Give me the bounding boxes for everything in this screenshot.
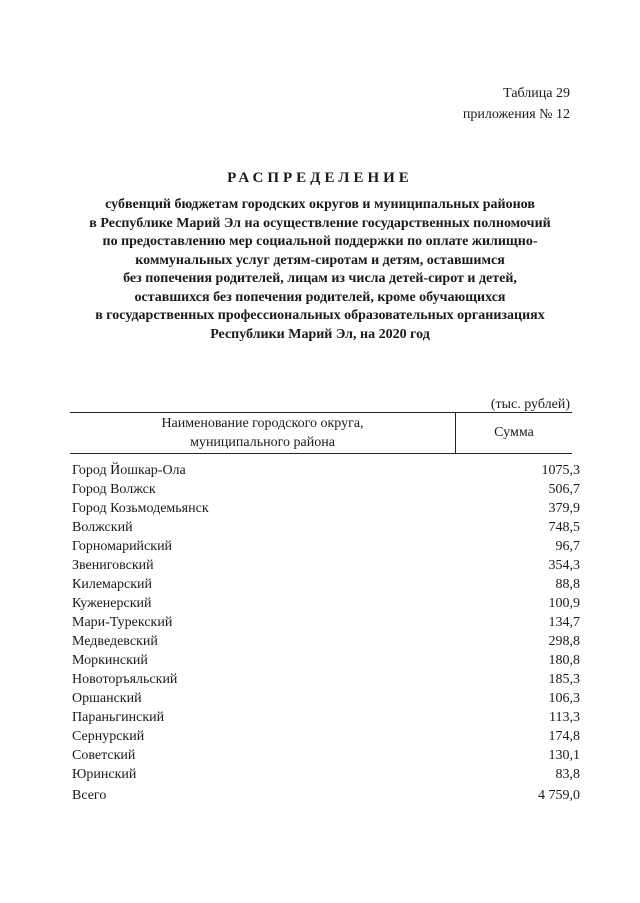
table-row bbox=[70, 594, 580, 613]
subtitle-line: коммунальных услуг детям-сиротам и детям, оставшимся bbox=[135, 252, 505, 268]
row-value: 134,7 bbox=[548, 615, 580, 630]
row-value: 506,7 bbox=[548, 482, 580, 497]
subtitle-line: без попечения родителей, лицам из числа детей-сирот и детей, bbox=[123, 271, 517, 286]
row-name: Мари-Турекский bbox=[72, 615, 173, 630]
table-row bbox=[70, 461, 580, 480]
row-value: 379,9 bbox=[548, 501, 580, 516]
table-header bbox=[70, 412, 572, 454]
subtitle-line: в государственных профессиональных образовательных организациях bbox=[95, 308, 545, 323]
row-name: Город Волжск bbox=[72, 482, 156, 497]
table-row bbox=[70, 575, 580, 594]
table-row bbox=[70, 689, 580, 708]
table-total-row bbox=[70, 786, 580, 805]
row-value: 96,7 bbox=[555, 539, 580, 554]
row-value: 298,8 bbox=[548, 634, 580, 649]
row-name: Килемарский bbox=[72, 577, 153, 592]
table-row bbox=[70, 651, 580, 670]
column-header-sum: Сумма bbox=[494, 425, 534, 440]
total-label: Всего bbox=[72, 788, 107, 803]
row-name: Волжский bbox=[72, 520, 133, 535]
subtitle-line: Республики Марий Эл, на 2020 год bbox=[210, 326, 430, 342]
table-row bbox=[70, 746, 580, 765]
subtitle-line: в Республике Марий Эл на осуществление государственных полномочий bbox=[89, 215, 551, 231]
table-row bbox=[70, 670, 580, 689]
row-name: Юринский bbox=[72, 767, 137, 782]
row-name: Советский bbox=[72, 748, 136, 763]
row-name: Параньгинский bbox=[72, 710, 165, 725]
row-value: 180,8 bbox=[548, 653, 580, 668]
table-row bbox=[70, 765, 580, 784]
row-value: 130,1 bbox=[548, 748, 580, 763]
row-value: 354,3 bbox=[548, 558, 580, 573]
table-row bbox=[70, 613, 580, 632]
column-header-name bbox=[70, 413, 456, 453]
column-header-name-line2: муниципального района bbox=[190, 435, 335, 450]
table-row bbox=[70, 727, 580, 746]
row-value: 748,5 bbox=[548, 520, 580, 535]
row-value: 113,3 bbox=[549, 710, 580, 725]
subtitle-line: оставшихся без попечения родителей, кроме обучающихся bbox=[134, 289, 506, 305]
units-label: (тыс. рублей) bbox=[490, 397, 570, 412]
row-value: 83,8 bbox=[555, 767, 580, 782]
column-header-name-line1: Наименование городского округа, bbox=[161, 416, 364, 431]
subtitle-line: субвенций бюджетам городских округов и муниципальных районов bbox=[105, 197, 535, 212]
table-row bbox=[70, 708, 580, 727]
total-value: 4 759,0 bbox=[538, 788, 580, 803]
table-row bbox=[70, 632, 580, 651]
row-value: 174,8 bbox=[548, 729, 580, 744]
row-name: Медведевский bbox=[72, 634, 158, 649]
table-reference bbox=[463, 83, 570, 125]
table-row bbox=[70, 518, 580, 537]
table-number: Таблица 29 bbox=[503, 86, 570, 101]
table-row bbox=[70, 499, 580, 518]
document-heading bbox=[60, 170, 580, 344]
row-value: 106,3 bbox=[548, 691, 580, 706]
document-title: РАСПРЕДЕЛЕНИЕ bbox=[227, 170, 413, 186]
row-name: Моркинский bbox=[72, 653, 148, 668]
row-name: Сернурский bbox=[72, 729, 145, 744]
table-row bbox=[70, 556, 580, 575]
row-name: Куженерский bbox=[72, 596, 152, 611]
table-body bbox=[70, 461, 580, 784]
subtitle-line: по предоставлению мер социальной поддержки по оплате жилищно- bbox=[102, 234, 538, 249]
row-value: 185,3 bbox=[548, 672, 580, 687]
row-name: Оршанский bbox=[72, 691, 142, 706]
table-row bbox=[70, 537, 580, 556]
row-name: Новоторъяльский bbox=[72, 672, 178, 687]
row-value: 100,9 bbox=[548, 596, 580, 611]
document-subtitle bbox=[60, 196, 580, 344]
row-name: Город Козьмодемьянск bbox=[72, 501, 209, 516]
row-name: Звениговский bbox=[72, 558, 154, 573]
row-name: Город Йошкар-Ола bbox=[72, 463, 186, 478]
row-value: 1075,3 bbox=[541, 463, 580, 478]
table-row bbox=[70, 480, 580, 499]
row-name: Горномарийский bbox=[72, 539, 173, 554]
appendix-number: приложения № 12 bbox=[462, 107, 570, 122]
row-value: 88,8 bbox=[555, 577, 580, 592]
